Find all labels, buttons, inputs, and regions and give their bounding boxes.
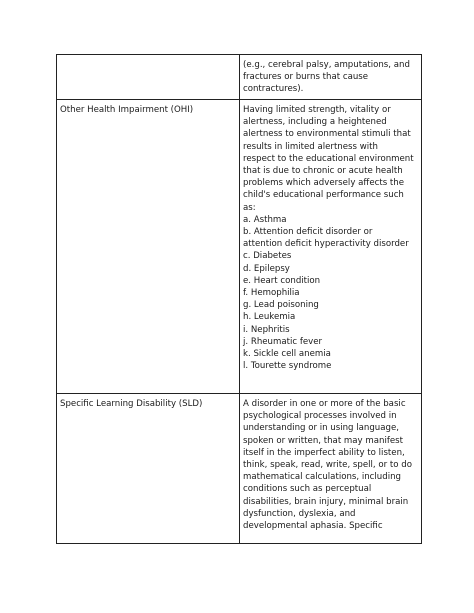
definition-line: c. Diabetes xyxy=(243,251,292,262)
definition-line: f. Hemophilia xyxy=(243,288,300,299)
definition-line: a. Asthma xyxy=(243,214,287,225)
definition-line: think, speak, read, write, spell, or to do xyxy=(243,460,412,471)
definition-line: spoken or written, that may manifest xyxy=(243,435,404,446)
definition-line: (e.g., cerebral palsy, amputations, and xyxy=(243,60,410,70)
term-cell xyxy=(57,394,240,544)
definition-line: itself in the imperfect ability to listen, xyxy=(243,447,405,458)
definition-cell xyxy=(240,55,422,100)
definition-line: g. Lead poisoning xyxy=(243,300,319,311)
definition-line: e. Heart condition xyxy=(243,275,321,286)
definition-line: disabilities, brain injury, minimal brain xyxy=(243,496,409,507)
definition-text xyxy=(240,55,419,96)
definition-line: conditions such as perceptual xyxy=(243,484,372,495)
term-label xyxy=(57,55,239,59)
term-label: Specific Learning Disability (SLD) xyxy=(60,399,203,409)
term-cell xyxy=(57,55,240,100)
term-cell xyxy=(57,100,240,394)
table-row xyxy=(57,100,422,394)
definition-text xyxy=(240,394,419,532)
definition-line: l. Tourette syndrome xyxy=(243,361,332,372)
definition-line: that is due to chronic or acute health xyxy=(243,166,403,177)
disability-definitions-table xyxy=(56,54,422,544)
term-label: Other Health Impairment (OHI) xyxy=(60,105,194,115)
definition-line: dysfunction, dyslexia, and xyxy=(243,508,356,519)
definition-line: child's educational performance such xyxy=(243,190,404,201)
table-row xyxy=(57,394,422,544)
definition-line: alertness, including a heightened xyxy=(243,117,387,128)
definition-line: developmental aphasia. Specific xyxy=(243,521,383,532)
definition-text xyxy=(240,100,419,372)
definition-cell xyxy=(240,394,422,544)
definition-line: i. Nephritis xyxy=(243,324,290,335)
table-row xyxy=(57,55,422,100)
definition-line: attention deficit hyperactivity disorder xyxy=(243,239,409,250)
definition-line: fractures or burns that cause xyxy=(243,72,369,83)
definition-line: alertness to environmental stimuli that xyxy=(243,129,411,140)
definition-line: mathematical calculations, including xyxy=(243,472,401,483)
definition-line: j. Rheumatic fever xyxy=(243,336,323,347)
definition-line: h. Leukemia xyxy=(243,312,296,323)
definition-line: k. Sickle cell anemia xyxy=(243,349,331,360)
definition-line: as: xyxy=(243,202,256,213)
definition-line: Having limited strength, vitality or xyxy=(243,105,391,115)
definition-line: psychological processes involved in xyxy=(243,411,397,422)
definition-line: contractures). xyxy=(243,84,304,95)
definition-line: d. Epilepsy xyxy=(243,263,290,274)
definition-line: b. Attention deficit disorder or xyxy=(243,227,373,238)
definition-line: results in limited alertness with xyxy=(243,141,378,152)
definition-line: A disorder in one or more of the basic xyxy=(243,399,406,409)
definition-line: understanding or in using language, xyxy=(243,423,399,434)
definition-cell xyxy=(240,100,422,394)
definition-line: respect to the educational environment xyxy=(243,153,414,164)
definition-line: problems which adversely affects the xyxy=(243,178,405,189)
